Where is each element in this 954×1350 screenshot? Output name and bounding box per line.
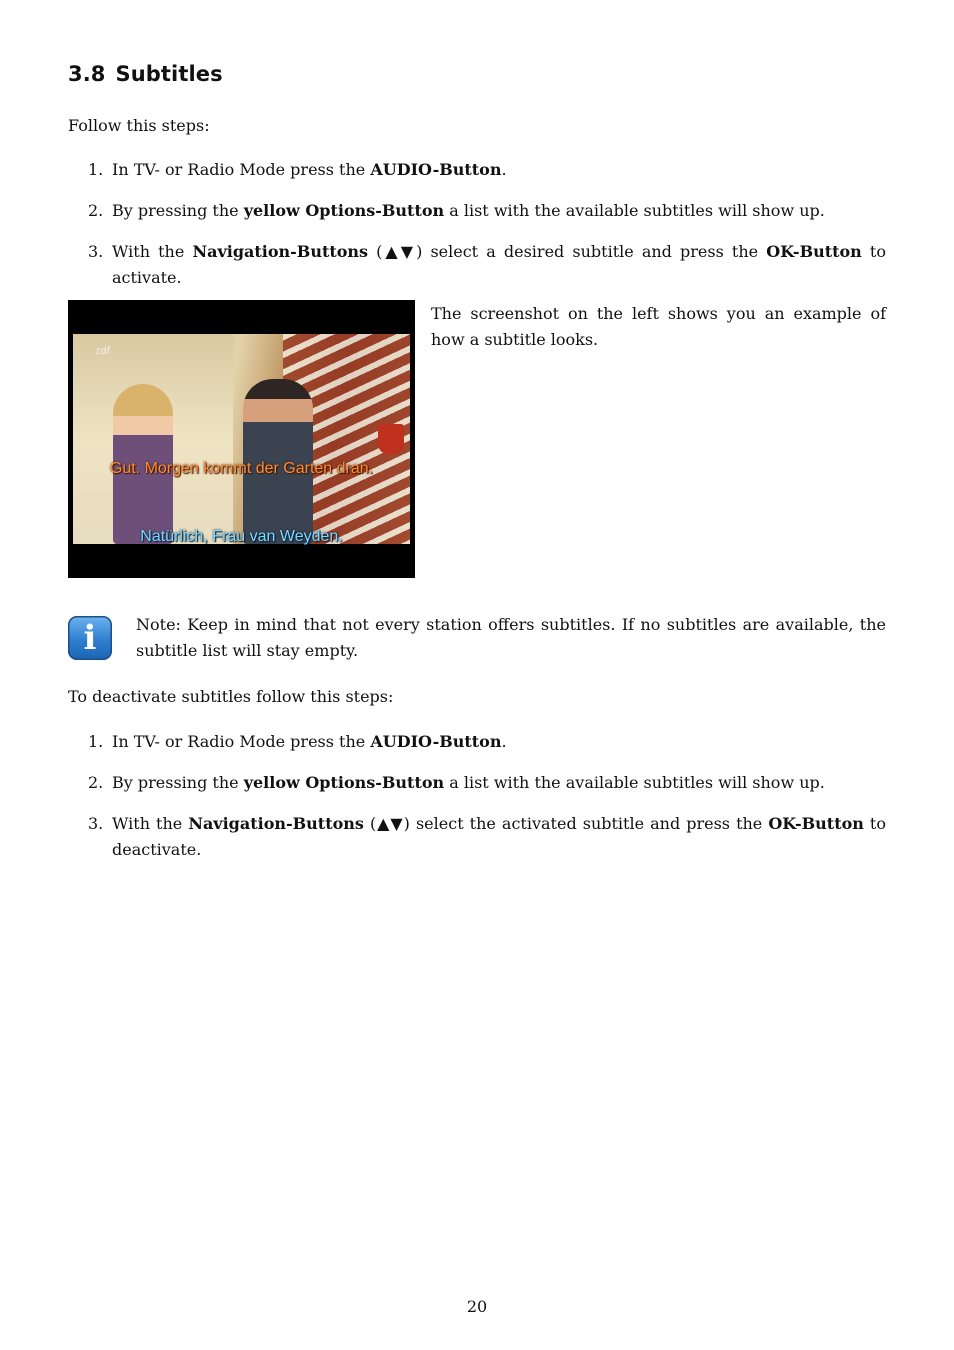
section-number: 3.8	[68, 62, 106, 86]
section-heading	[68, 62, 223, 86]
list-item: 3. With the Navigation-Buttons (▲▼) select a desired subtitle and press the OK-Button to activate.	[88, 242, 886, 287]
info-icon: i	[68, 616, 112, 660]
list-item: 1. In TV- or Radio Mode press the AUDIO-Button.	[88, 732, 507, 751]
subtitle-screenshot	[68, 300, 415, 578]
list-item: 3. With the Navigation-Buttons (▲▼) select the activated subtitle and press the OK-Button to deactivate.	[88, 814, 886, 859]
list-item: 1. In TV- or Radio Mode press the AUDIO-Button.	[88, 160, 507, 179]
subtitle-line-1: Gut. Morgen kommt der Garten dran.	[109, 460, 374, 477]
subtitle-line-2: Natürlich, Frau van Weyden.	[140, 528, 343, 545]
deactivate-steps-list	[68, 729, 886, 878]
channel-logo: zdf	[95, 346, 111, 357]
page-number: 20	[466, 1297, 488, 1316]
list-item: 2. By pressing the yellow Options-Button a list with the available subtitles will show up.	[88, 201, 825, 220]
activate-steps-list	[68, 157, 886, 306]
figure-caption: The screenshot on the left shows you an example of how a subtitle looks.	[431, 304, 886, 349]
intro-text-deactivate: To deactivate subtitles follow this steps:	[68, 687, 394, 706]
intro-text: Follow this steps:	[68, 116, 210, 135]
section-title: Subtitles	[115, 62, 223, 86]
tv-scene-image	[73, 334, 410, 544]
list-item: 2. By pressing the yellow Options-Button a list with the available subtitles will show up.	[88, 773, 825, 792]
note-text: Note: Keep in mind that not every station offers subtitles. If no subtitles are available, the subtitle list will stay empty.	[136, 615, 886, 660]
lamp	[378, 424, 404, 454]
